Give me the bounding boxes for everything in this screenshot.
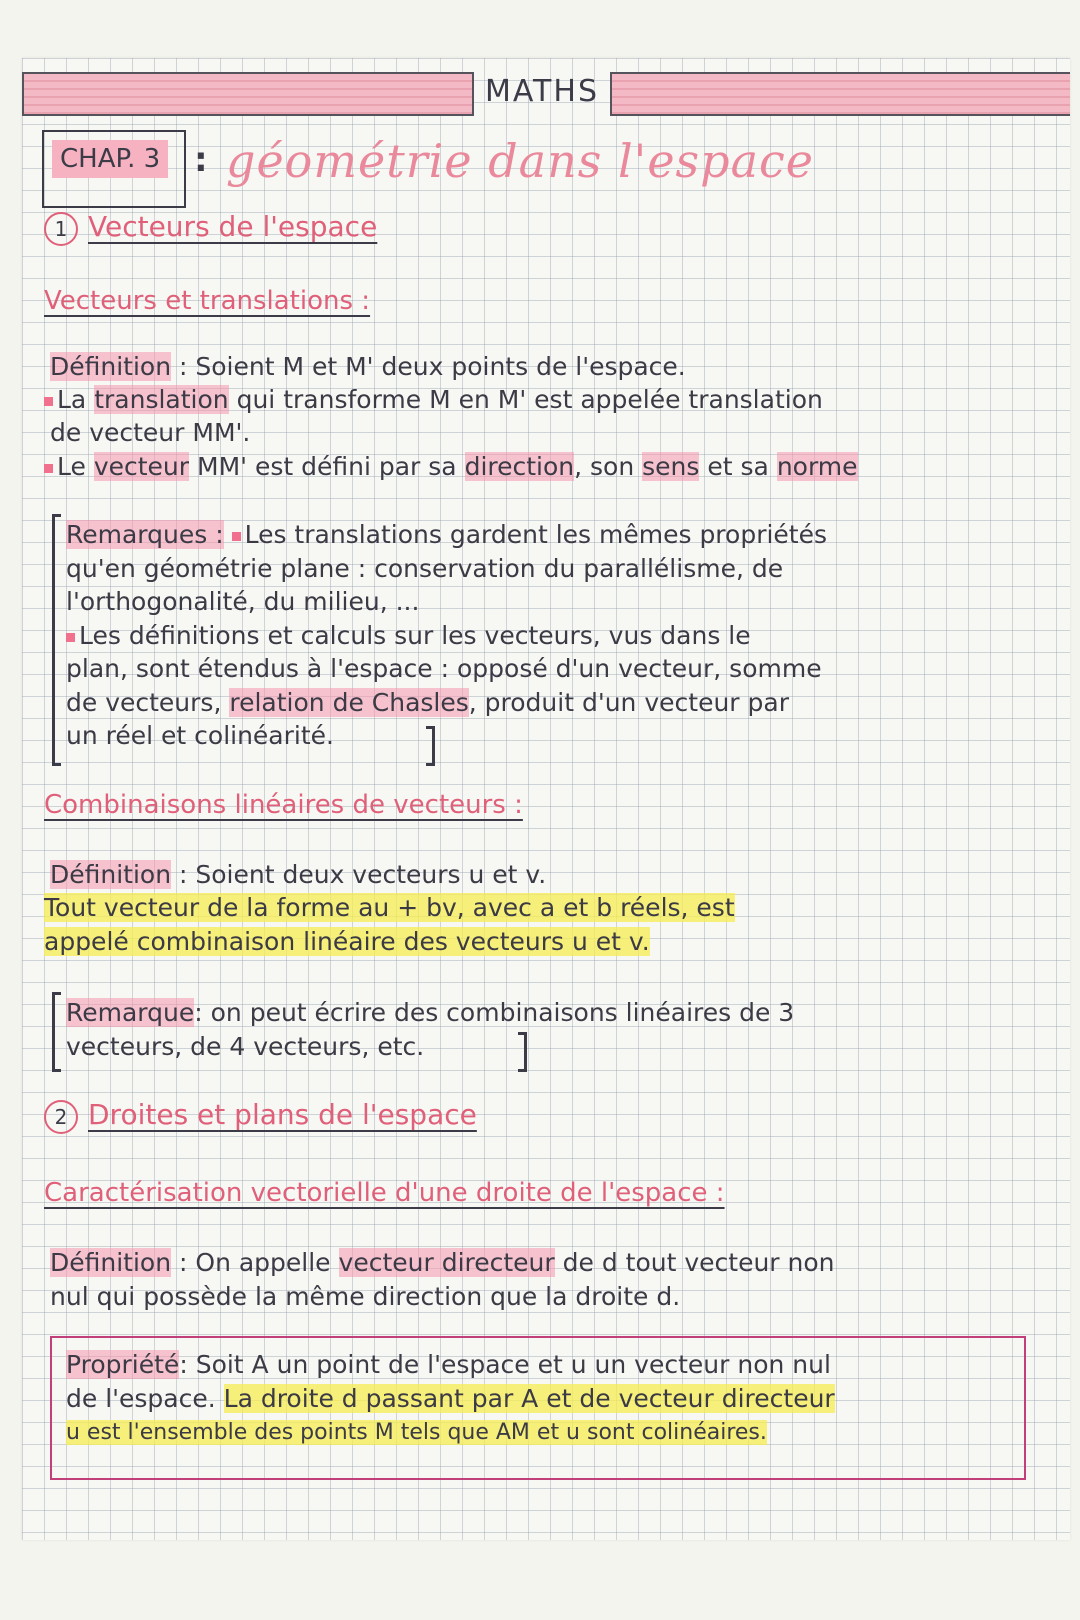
remark-label: Remarques : xyxy=(66,520,224,549)
definition-text: : Soient M et M' deux points de l'espace. xyxy=(179,352,686,381)
remark-line-7: un réel et colinéarité. xyxy=(66,721,334,750)
chapter-colon: : xyxy=(194,140,208,180)
section-1-heading xyxy=(44,210,377,246)
highlight-norme: norme xyxy=(776,452,858,481)
bracket-open xyxy=(52,514,61,766)
text: qui transforme M en M' est appelée translation xyxy=(236,385,823,414)
text: et sa xyxy=(707,452,769,481)
definition-3-line-2: nul qui possède la même direction que la droite d. xyxy=(50,1282,681,1311)
highlight-translation: translation xyxy=(94,385,229,414)
header-bar-right xyxy=(610,72,1070,116)
definition-2-line-1 xyxy=(50,858,546,891)
text: , son xyxy=(574,452,635,481)
subsection-title-vectors xyxy=(44,284,370,318)
bullet-icon xyxy=(44,464,53,473)
bracket-close xyxy=(426,726,435,766)
remark-line-5: plan, sont étendus à l'espace : opposé d'un vecteur, somme xyxy=(66,654,822,683)
definition-2-line-2 xyxy=(44,891,735,924)
remark-line-1 xyxy=(66,518,827,551)
subsection-title-line xyxy=(44,1176,725,1210)
subsection-title: Caractérisation vectorielle d'une droite de l'espace : xyxy=(44,1178,725,1208)
text: , produit d'un vecteur par xyxy=(468,688,789,717)
remark-2-line-2: vecteurs, de 4 vecteurs, etc. xyxy=(66,1032,425,1061)
text: MM' est défini par sa xyxy=(197,452,457,481)
chapter-label: CHAP. 3 xyxy=(52,140,168,178)
text: de l'espace. xyxy=(66,1384,216,1413)
definition-label: Définition xyxy=(50,1248,172,1277)
subsection-title: Combinaisons linéaires de vecteurs : xyxy=(44,790,523,820)
property-line-2 xyxy=(66,1382,835,1415)
notebook-page xyxy=(22,58,1070,1540)
remark-label: Remarque xyxy=(66,998,195,1027)
highlight-vecteur-directeur: vecteur directeur xyxy=(338,1248,555,1277)
subsection-title-combinations xyxy=(44,788,523,822)
definition-line-1 xyxy=(50,350,686,383)
bracket-close xyxy=(518,1032,527,1072)
section-title: Droites et plans de l'espace xyxy=(88,1098,477,1131)
bullet-icon xyxy=(44,397,53,406)
text: : on peut écrire des combinaisons linéaires de 3 xyxy=(194,998,795,1027)
remark-line-3: l'orthogonalité, du milieu, ... xyxy=(66,587,420,616)
section-number: 2 xyxy=(44,1100,78,1134)
subject-label: MATHS xyxy=(484,74,599,109)
definition-label: Définition xyxy=(50,860,172,889)
highlight-property: u est l'ensemble des points M tels que AM et u sont colinéaires. xyxy=(66,1420,767,1445)
text: Le xyxy=(57,452,86,481)
highlight-property: La droite d passant par A et de vecteur directeur xyxy=(223,1384,835,1413)
bullet-icon xyxy=(232,532,241,541)
text: : Soit A un point de l'espace et u un vecteur non nul xyxy=(179,1350,831,1379)
definition-line-2 xyxy=(44,383,823,416)
remark-line-6 xyxy=(66,686,789,719)
text: Les translations gardent les mêmes propriétés xyxy=(244,520,828,549)
text: La xyxy=(57,385,87,414)
highlight-direction: direction xyxy=(464,452,575,481)
bracket-open xyxy=(52,992,61,1072)
text: : On appelle xyxy=(179,1248,331,1277)
chapter-title: géométrie dans l'espace xyxy=(226,134,815,188)
text: de d tout vecteur non xyxy=(562,1248,835,1277)
property-label: Propriété xyxy=(66,1350,180,1379)
highlight-vecteur: vecteur xyxy=(93,452,190,481)
remark-line-4 xyxy=(66,619,751,652)
section-title: Vecteurs de l'espace xyxy=(88,210,378,243)
text: de vecteurs, xyxy=(66,688,222,717)
subsection-title: Vecteurs et translations : xyxy=(44,286,371,316)
section-number: 1 xyxy=(44,212,78,246)
highlight-sens: sens xyxy=(642,452,700,481)
chapter-box xyxy=(42,130,186,208)
property-line-1 xyxy=(66,1348,831,1381)
definition-3-line-1 xyxy=(50,1246,835,1279)
text: Les définitions et calculs sur les vecteurs, vus dans le xyxy=(79,621,751,650)
definition-label: Définition xyxy=(50,352,172,381)
highlight-combination: appelé combinaison linéaire des vecteurs u et v. xyxy=(44,927,650,956)
property-line-3 xyxy=(66,1416,767,1449)
highlight-combination: Tout vecteur de la forme au + bv, avec a et b réels, est xyxy=(44,893,735,922)
bullet-icon xyxy=(66,633,75,642)
definition-text: : Soient deux vecteurs u et v. xyxy=(179,860,547,889)
definition-2-line-3 xyxy=(44,925,650,958)
definition-line-3: de vecteur MM'. xyxy=(50,418,251,447)
highlight-chasles: relation de Chasles xyxy=(229,688,469,717)
section-2-heading xyxy=(44,1098,477,1134)
remark-line-2: qu'en géométrie plane : conservation du parallélisme, de xyxy=(66,554,784,583)
remark-2-line-1 xyxy=(66,996,794,1029)
header-bar-left xyxy=(22,72,474,116)
definition-line-4 xyxy=(44,450,858,483)
